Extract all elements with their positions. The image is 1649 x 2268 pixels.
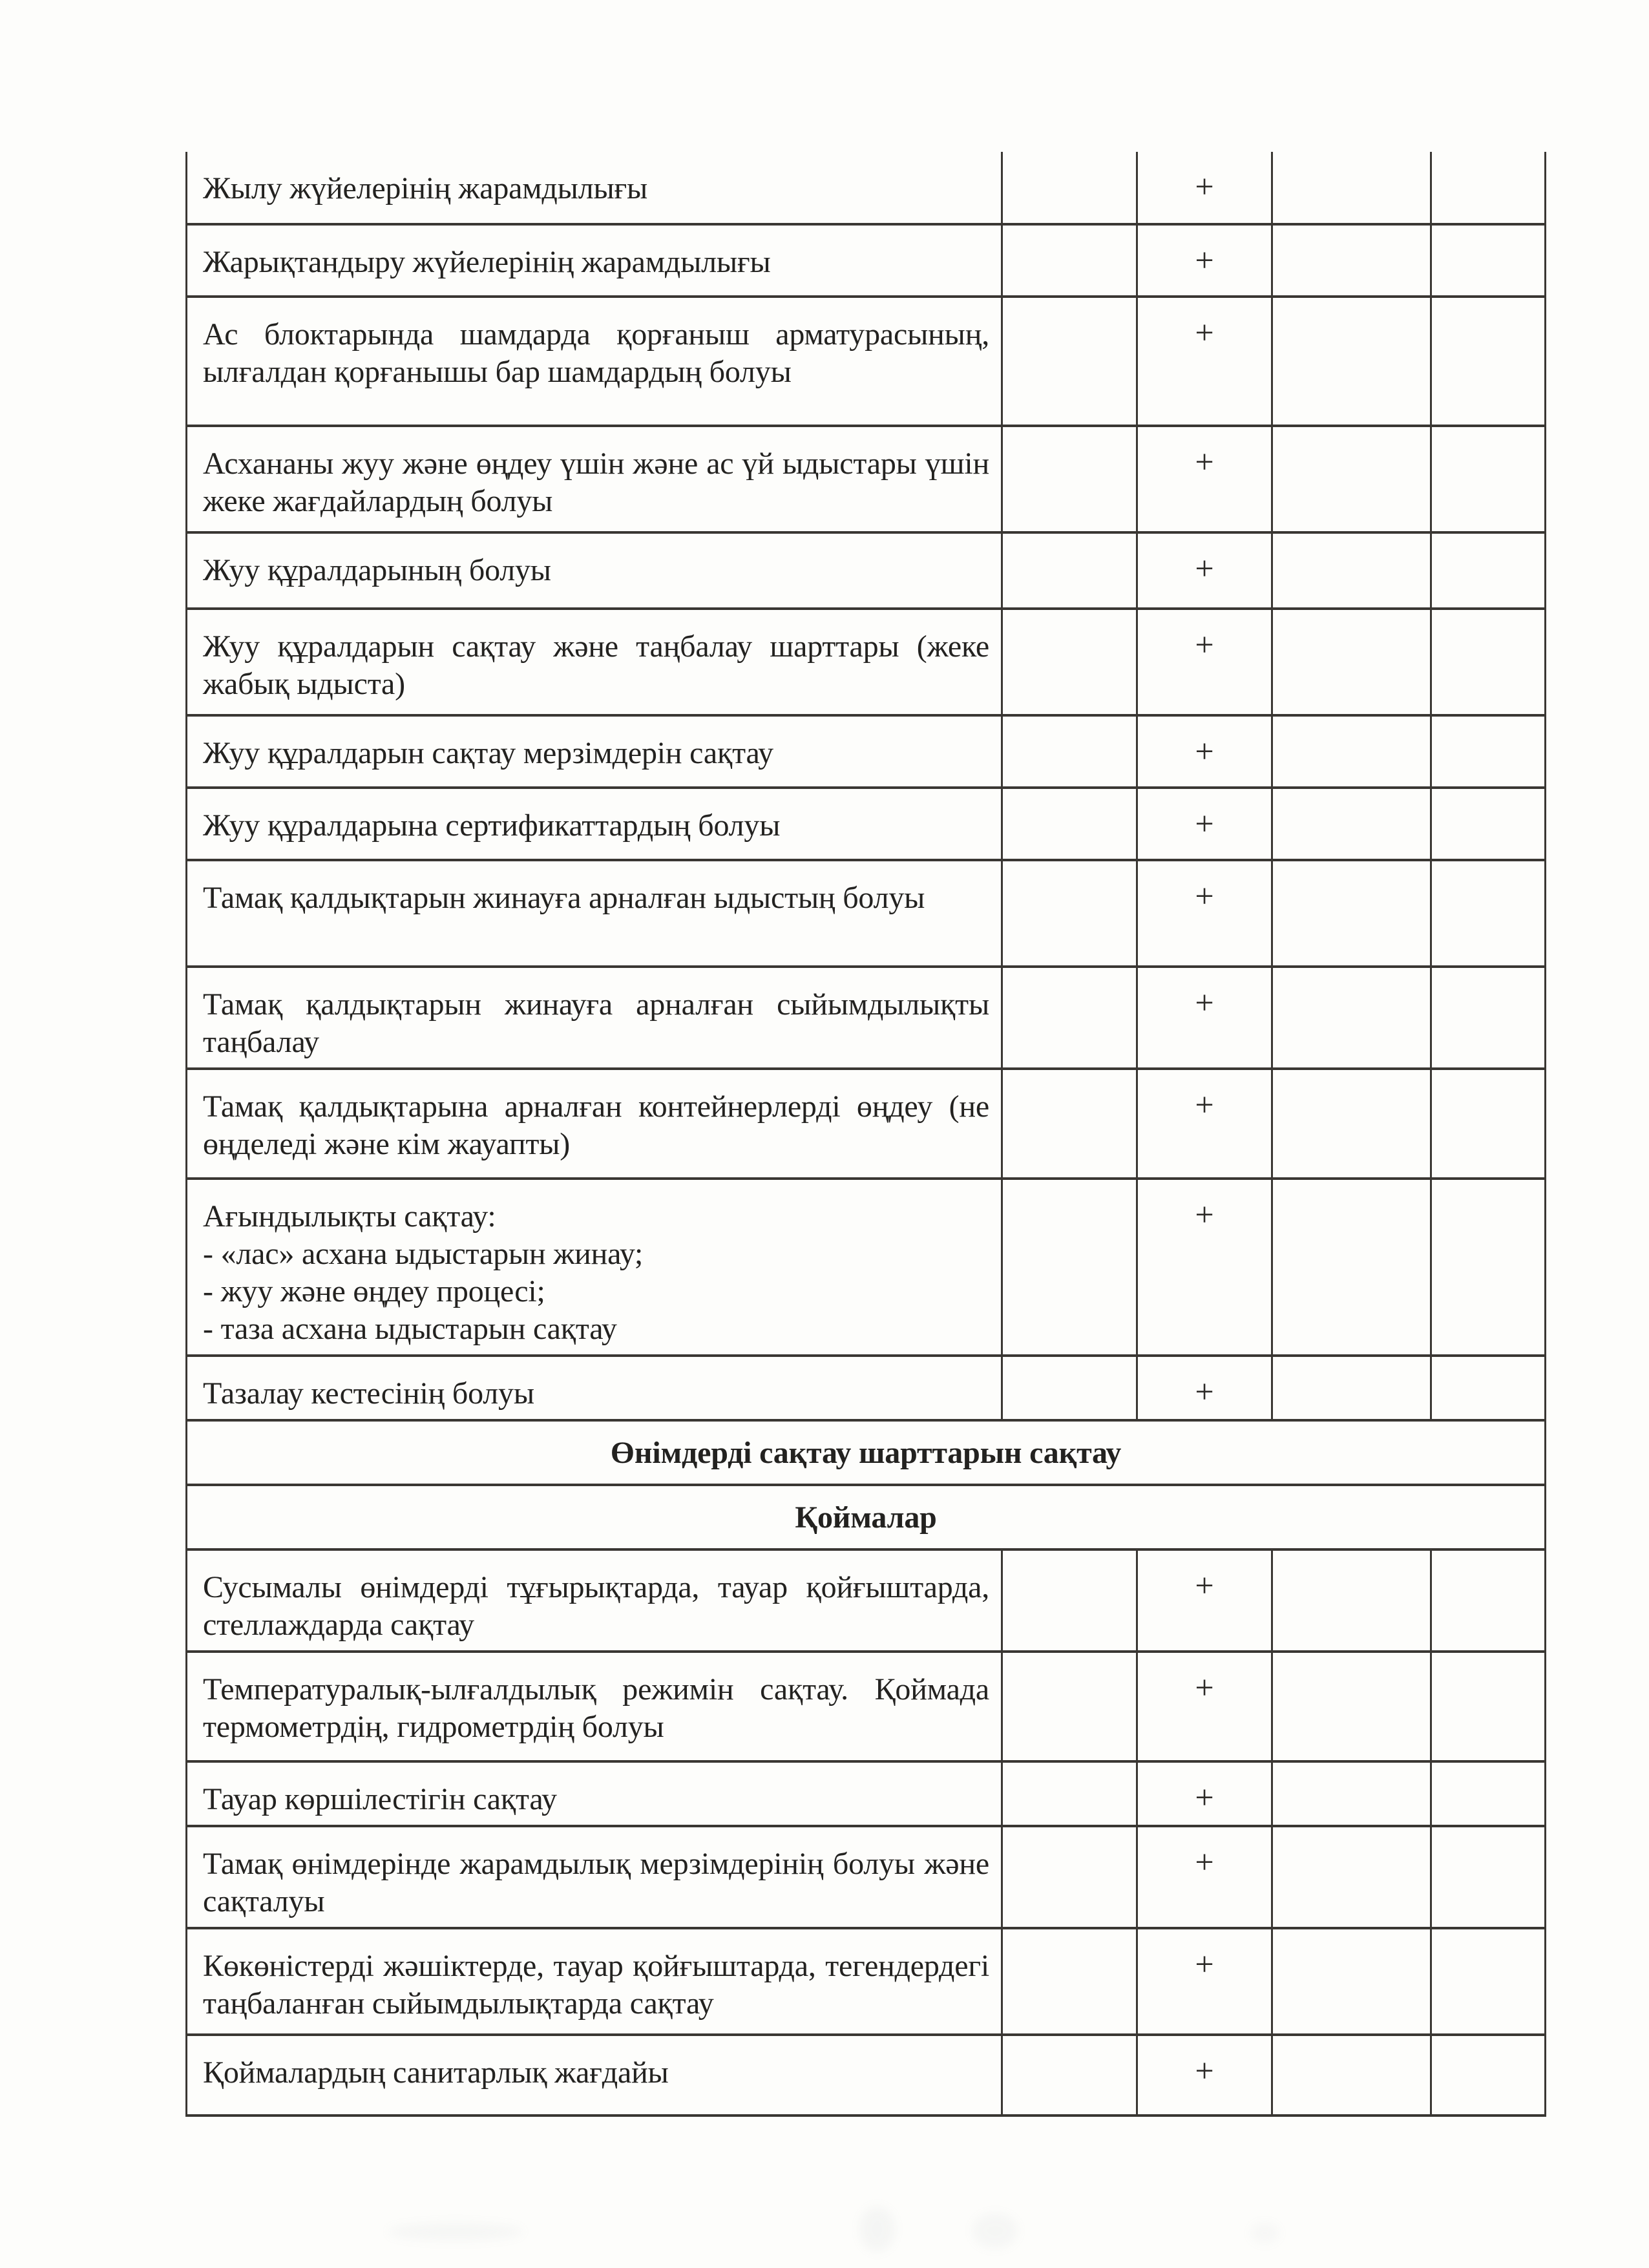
- criterion-text: Тамақ қалдықтарын жинауға арналған ыдыстың болуы: [203, 881, 925, 915]
- scan-artifact-smudge: [388, 2223, 523, 2241]
- criterion-cell: [187, 788, 1002, 860]
- criterion-text: Тамақ өнімдерінде жарамдылық мерзімдерінің болуы және сақталуы: [203, 1847, 989, 1918]
- empty-cell: [1431, 860, 1546, 967]
- section-header-label: Өнімдерді сақтау шарттарын сақтау: [610, 1436, 1122, 1470]
- empty-cell: [1002, 860, 1137, 967]
- plus-mark: +: [1195, 242, 1214, 279]
- check-mark-cell: [1137, 715, 1272, 788]
- criterion-cell: [187, 967, 1002, 1069]
- empty-cell: [1002, 1761, 1137, 1826]
- table-row: [187, 788, 1546, 860]
- empty-cell: [1002, 2035, 1137, 2116]
- check-mark-cell: [1137, 1652, 1272, 1761]
- empty-cell: [1431, 1928, 1546, 2035]
- empty-cell: [1272, 967, 1431, 1069]
- criterion-cell: [187, 532, 1002, 609]
- section-header-row: [187, 1485, 1546, 1549]
- table-row: [187, 532, 1546, 609]
- criterion-cell: [187, 1652, 1002, 1761]
- table-row: [187, 609, 1546, 715]
- criterion-cell: [187, 152, 1002, 224]
- empty-cell: [1272, 860, 1431, 967]
- criterion-text: Жуу құралдарын сақтау мерзімдерін сақтау: [203, 736, 773, 770]
- criterion-text: Жуу құралдарын сақтау және таңбалау шарттары (жеке жабық ыдыста): [203, 629, 989, 701]
- empty-cell: [1272, 1356, 1431, 1420]
- empty-cell: [1002, 788, 1137, 860]
- empty-cell: [1272, 2035, 1431, 2116]
- check-mark-cell: [1137, 1069, 1272, 1179]
- empty-cell: [1272, 1179, 1431, 1356]
- empty-cell: [1431, 609, 1546, 715]
- check-mark-cell: [1137, 1826, 1272, 1928]
- empty-cell: [1002, 1356, 1137, 1420]
- check-mark-cell: [1137, 860, 1272, 967]
- scan-artifact-smudge: [1250, 2223, 1279, 2243]
- plus-mark: +: [1195, 627, 1214, 664]
- table-row: [187, 224, 1546, 297]
- plus-mark: +: [1195, 878, 1214, 915]
- plus-mark: +: [1195, 733, 1214, 770]
- plus-mark: +: [1195, 1844, 1214, 1881]
- empty-cell: [1002, 426, 1137, 532]
- check-mark-cell: [1137, 1356, 1272, 1420]
- section-header-cell: [187, 1485, 1546, 1549]
- empty-cell: [1272, 1826, 1431, 1928]
- check-mark-cell: [1137, 532, 1272, 609]
- criterion-text: Тамақ қалдықтарына арналған контейнерлерді өңдеу (не өңделеді және кім жауапты): [203, 1089, 989, 1161]
- criterion-cell: [187, 297, 1002, 426]
- section-header-label: Қоймалар: [795, 1500, 937, 1535]
- criterion-text: Тамақ қалдықтарын жинауға арналған сыйымдылықты таңбалау: [203, 987, 989, 1059]
- plus-mark: +: [1195, 551, 1214, 587]
- table-row: [187, 2035, 1546, 2116]
- empty-cell: [1002, 1652, 1137, 1761]
- criterion-text: Жуу құралдарының болуы: [203, 553, 551, 587]
- table-row: [187, 426, 1546, 532]
- plus-mark: +: [1195, 1568, 1214, 1604]
- criterion-cell: [187, 1069, 1002, 1179]
- empty-cell: [1002, 609, 1137, 715]
- table-row: [187, 1069, 1546, 1179]
- empty-cell: [1431, 297, 1546, 426]
- criterion-cell: [187, 224, 1002, 297]
- plus-mark: +: [1195, 985, 1214, 1022]
- criterion-text: Температуралық-ылғалдылық режимін сақтау. Қоймада термометрдің, гидрометрдің болуы: [203, 1672, 989, 1744]
- empty-cell: [1002, 1928, 1137, 2035]
- plus-mark: +: [1195, 444, 1214, 481]
- criterion-text: Сусымалы өнімдерді тұғырықтарда, тауар қойғыштарда, стеллаждарда сақтау: [203, 1570, 989, 1642]
- table-row: [187, 967, 1546, 1069]
- scan-artifact-smudge: [972, 2213, 1018, 2249]
- table-row: [187, 1826, 1546, 1928]
- criterion-subline: - «лас» асхана ыдыстарын жинау;: [203, 1237, 644, 1271]
- criterion-cell: [187, 426, 1002, 532]
- table-row: [187, 1356, 1546, 1420]
- empty-cell: [1431, 426, 1546, 532]
- criterion-text: Жылу жүйелерінің жарамдылығы: [203, 171, 648, 205]
- check-mark-cell: [1137, 1179, 1272, 1356]
- empty-cell: [1272, 152, 1431, 224]
- empty-cell: [1431, 1761, 1546, 1826]
- empty-cell: [1431, 1549, 1546, 1652]
- scan-artifact-smudge: [859, 2207, 895, 2252]
- empty-cell: [1272, 1928, 1431, 2035]
- plus-mark: +: [1195, 1197, 1214, 1234]
- plus-mark: +: [1195, 1374, 1214, 1411]
- check-mark-cell: [1137, 1549, 1272, 1652]
- inspection-table-body: [187, 152, 1546, 2116]
- empty-cell: [1431, 1179, 1546, 1356]
- check-mark-cell: [1137, 2035, 1272, 2116]
- table-row: [187, 860, 1546, 967]
- section-header-cell: [187, 1420, 1546, 1485]
- table-row: [187, 297, 1546, 426]
- plus-mark: +: [1195, 1946, 1214, 1983]
- criterion-cell: [187, 1761, 1002, 1826]
- plus-mark: +: [1195, 2053, 1214, 2090]
- criterion-text: Ағындылықты сақтау:: [203, 1199, 496, 1234]
- empty-cell: [1431, 152, 1546, 224]
- plus-mark: +: [1195, 315, 1214, 352]
- criterion-text: Көкөністерді жәшіктерде, тауар қойғыштарда, тегендердегі таңбаланған сыйымдылықтарда сақтау: [203, 1949, 989, 2021]
- empty-cell: [1431, 1652, 1546, 1761]
- empty-cell: [1272, 1069, 1431, 1179]
- criterion-cell: [187, 1356, 1002, 1420]
- criterion-text: Жарықтандыру жүйелерінің жарамдылығы: [203, 245, 771, 279]
- empty-cell: [1431, 967, 1546, 1069]
- criterion-cell: [187, 715, 1002, 788]
- empty-cell: [1431, 532, 1546, 609]
- criterion-cell: [187, 1549, 1002, 1652]
- empty-cell: [1272, 1761, 1431, 1826]
- check-mark-cell: [1137, 1761, 1272, 1826]
- empty-cell: [1002, 1549, 1137, 1652]
- check-mark-cell: [1137, 967, 1272, 1069]
- plus-mark: +: [1195, 169, 1214, 205]
- criterion-cell: [187, 1179, 1002, 1356]
- check-mark-cell: [1137, 609, 1272, 715]
- empty-cell: [1002, 224, 1137, 297]
- criterion-cell: [187, 1928, 1002, 2035]
- check-mark-cell: [1137, 152, 1272, 224]
- criterion-subline: - жуу және өңдеу процесі;: [203, 1274, 545, 1308]
- criterion-cell: [187, 1826, 1002, 1928]
- empty-cell: [1002, 152, 1137, 224]
- empty-cell: [1002, 1069, 1137, 1179]
- empty-cell: [1431, 2035, 1546, 2116]
- criterion-subline: - таза асхана ыдыстарын сақтау: [203, 1312, 617, 1346]
- table-row: [187, 1179, 1546, 1356]
- plus-mark: +: [1195, 1087, 1214, 1124]
- empty-cell: [1002, 1179, 1137, 1356]
- criterion-text: Қоймалардың санитарлық жағдайы: [203, 2055, 669, 2090]
- criterion-text: Тауар көршілестігін сақтау: [203, 1782, 557, 1816]
- inspection-checklist-table: [185, 152, 1546, 2117]
- empty-cell: [1272, 609, 1431, 715]
- empty-cell: [1431, 1069, 1546, 1179]
- empty-cell: [1431, 1356, 1546, 1420]
- table-row: [187, 1928, 1546, 2035]
- criterion-text: Асхананы жуу және өңдеу үшін және ас үй ыдыстары үшін жеке жағдайлардың болуы: [203, 446, 989, 518]
- empty-cell: [1431, 715, 1546, 788]
- check-mark-cell: [1137, 1928, 1272, 2035]
- criterion-text: Жуу құралдарына сертификаттардың болуы: [203, 808, 781, 843]
- empty-cell: [1272, 715, 1431, 788]
- empty-cell: [1272, 426, 1431, 532]
- table-row: [187, 1761, 1546, 1826]
- empty-cell: [1431, 224, 1546, 297]
- empty-cell: [1002, 1826, 1137, 1928]
- table-row: [187, 715, 1546, 788]
- empty-cell: [1431, 1826, 1546, 1928]
- table-row: [187, 152, 1546, 224]
- check-mark-cell: [1137, 426, 1272, 532]
- plus-mark: +: [1195, 1780, 1214, 1816]
- table-row: [187, 1549, 1546, 1652]
- criterion-cell: [187, 609, 1002, 715]
- criterion-cell: [187, 860, 1002, 967]
- empty-cell: [1002, 297, 1137, 426]
- empty-cell: [1272, 1549, 1431, 1652]
- section-header-row: [187, 1420, 1546, 1485]
- check-mark-cell: [1137, 224, 1272, 297]
- empty-cell: [1002, 715, 1137, 788]
- empty-cell: [1272, 297, 1431, 426]
- check-mark-cell: [1137, 788, 1272, 860]
- empty-cell: [1272, 224, 1431, 297]
- plus-mark: +: [1195, 806, 1214, 843]
- empty-cell: [1272, 788, 1431, 860]
- empty-cell: [1002, 532, 1137, 609]
- criterion-cell: [187, 2035, 1002, 2116]
- plus-mark: +: [1195, 1670, 1214, 1706]
- empty-cell: [1272, 1652, 1431, 1761]
- empty-cell: [1272, 532, 1431, 609]
- check-mark-cell: [1137, 297, 1272, 426]
- empty-cell: [1431, 788, 1546, 860]
- empty-cell: [1002, 967, 1137, 1069]
- criterion-text: Тазалау кестесінің болуы: [203, 1376, 534, 1411]
- criterion-text: Ас блоктарында шамдарда қорғаныш арматурасының, ылғалдан қорғанышы бар шамдардың болуы: [203, 317, 989, 389]
- table-row: [187, 1652, 1546, 1761]
